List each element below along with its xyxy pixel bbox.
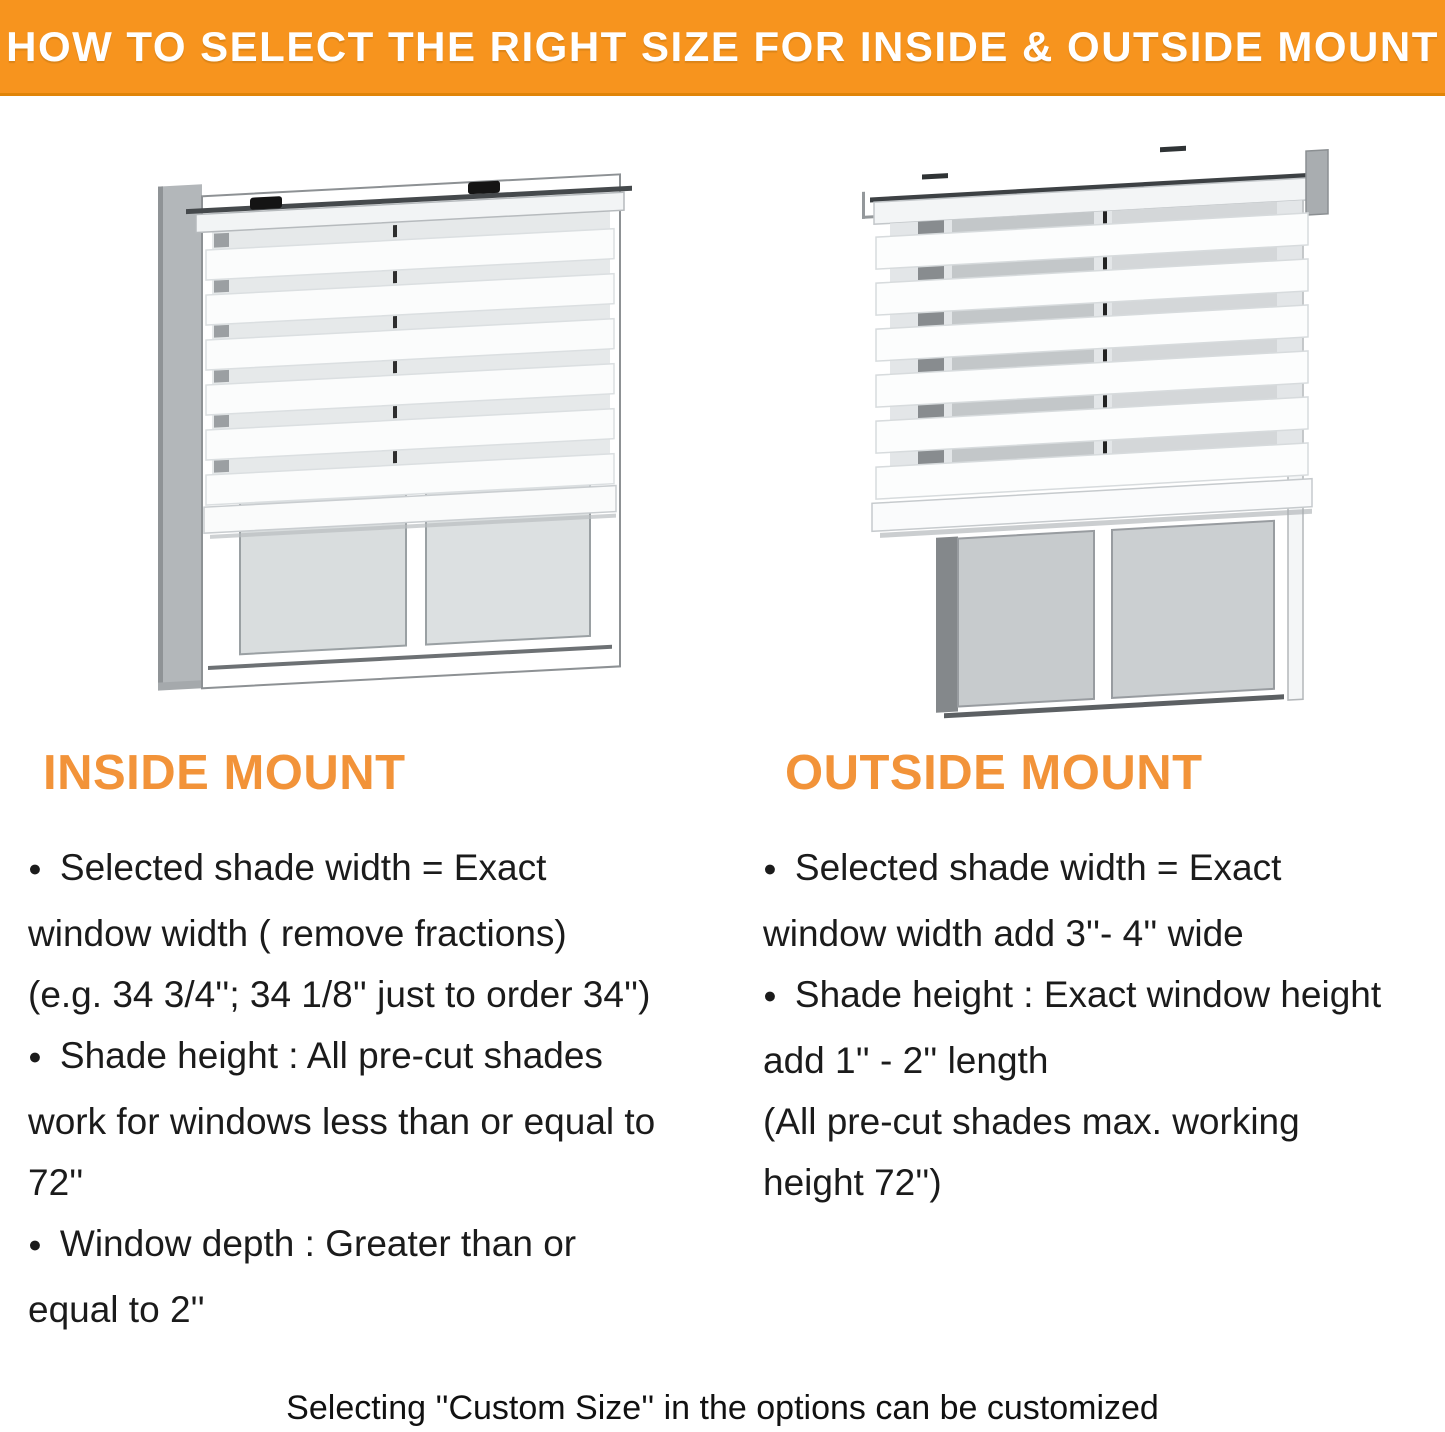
bullet-text: window width add 3''- 4'' wide — [763, 913, 1244, 954]
inside-mount-section — [28, 745, 698, 1340]
header-banner — [0, 0, 1445, 96]
inside-mount-window-drawing — [150, 146, 645, 708]
bullet-item — [763, 837, 1433, 964]
mount-bracket — [468, 181, 500, 195]
inside-mount-bullets — [28, 837, 698, 1340]
bullet-item — [28, 837, 698, 1025]
bullet-text: Selected shade width = Exact — [794, 847, 1282, 888]
bullet-text: add 1'' - 2'' length — [763, 1040, 1049, 1081]
inside-mount-illustration — [150, 146, 645, 708]
wall-marks — [922, 146, 1186, 180]
bullet-text: (All pre-cut shades max. working — [763, 1101, 1300, 1142]
mount-bracket — [250, 196, 282, 210]
bullet-text: Window depth : Greater than or — [59, 1223, 577, 1264]
zebra-shade — [872, 200, 1312, 539]
bullet-text: Shade height : All pre-cut shades — [59, 1035, 603, 1076]
bullet-item — [28, 1213, 698, 1340]
bullet-text: Shade height : Exact window height — [794, 974, 1382, 1015]
banner-title: HOW TO SELECT THE RIGHT SIZE FOR INSIDE & OUTSIDE MOUNT — [6, 22, 1439, 70]
footer-note-text: Selecting ''Custom Size'' in the options can be customized — [286, 1389, 1159, 1427]
outside-mount-bullets — [763, 837, 1433, 1213]
outside-mount-heading: OUTSIDE MOUNT — [785, 746, 1203, 800]
bullet-item — [28, 1025, 698, 1213]
outside-mount-window-drawing — [860, 136, 1332, 734]
window-frame-reveal — [158, 184, 202, 690]
inside-mount-heading: INSIDE MOUNT — [43, 746, 406, 800]
outside-mount-illustration — [860, 136, 1332, 734]
bullet-text: Selected shade width = Exact — [59, 847, 547, 888]
bullet-text: work for windows less than or equal to — [28, 1101, 656, 1142]
bullet-text: window width ( remove fractions) — [28, 913, 567, 954]
bullet-text: height 72'') — [763, 1162, 942, 1203]
outside-mount-section — [763, 745, 1433, 1213]
window-glass — [936, 518, 1284, 718]
bullet-icon: ● — [28, 1231, 42, 1257]
bullet-icon: ● — [763, 982, 777, 1008]
zebra-shade — [204, 211, 616, 540]
bullet-text: (e.g. 34 3/4''; 34 1/8'' just to order 34'') — [28, 974, 651, 1015]
bullet-icon: ● — [763, 855, 777, 881]
bullet-item — [763, 964, 1433, 1213]
footer-note — [0, 1386, 1445, 1430]
bullet-text: equal to 2'' — [28, 1289, 205, 1330]
bullet-text: 72'' — [28, 1162, 84, 1203]
bullet-icon: ● — [28, 855, 42, 881]
bullet-icon: ● — [28, 1043, 42, 1069]
mount-bracket — [1306, 150, 1328, 215]
